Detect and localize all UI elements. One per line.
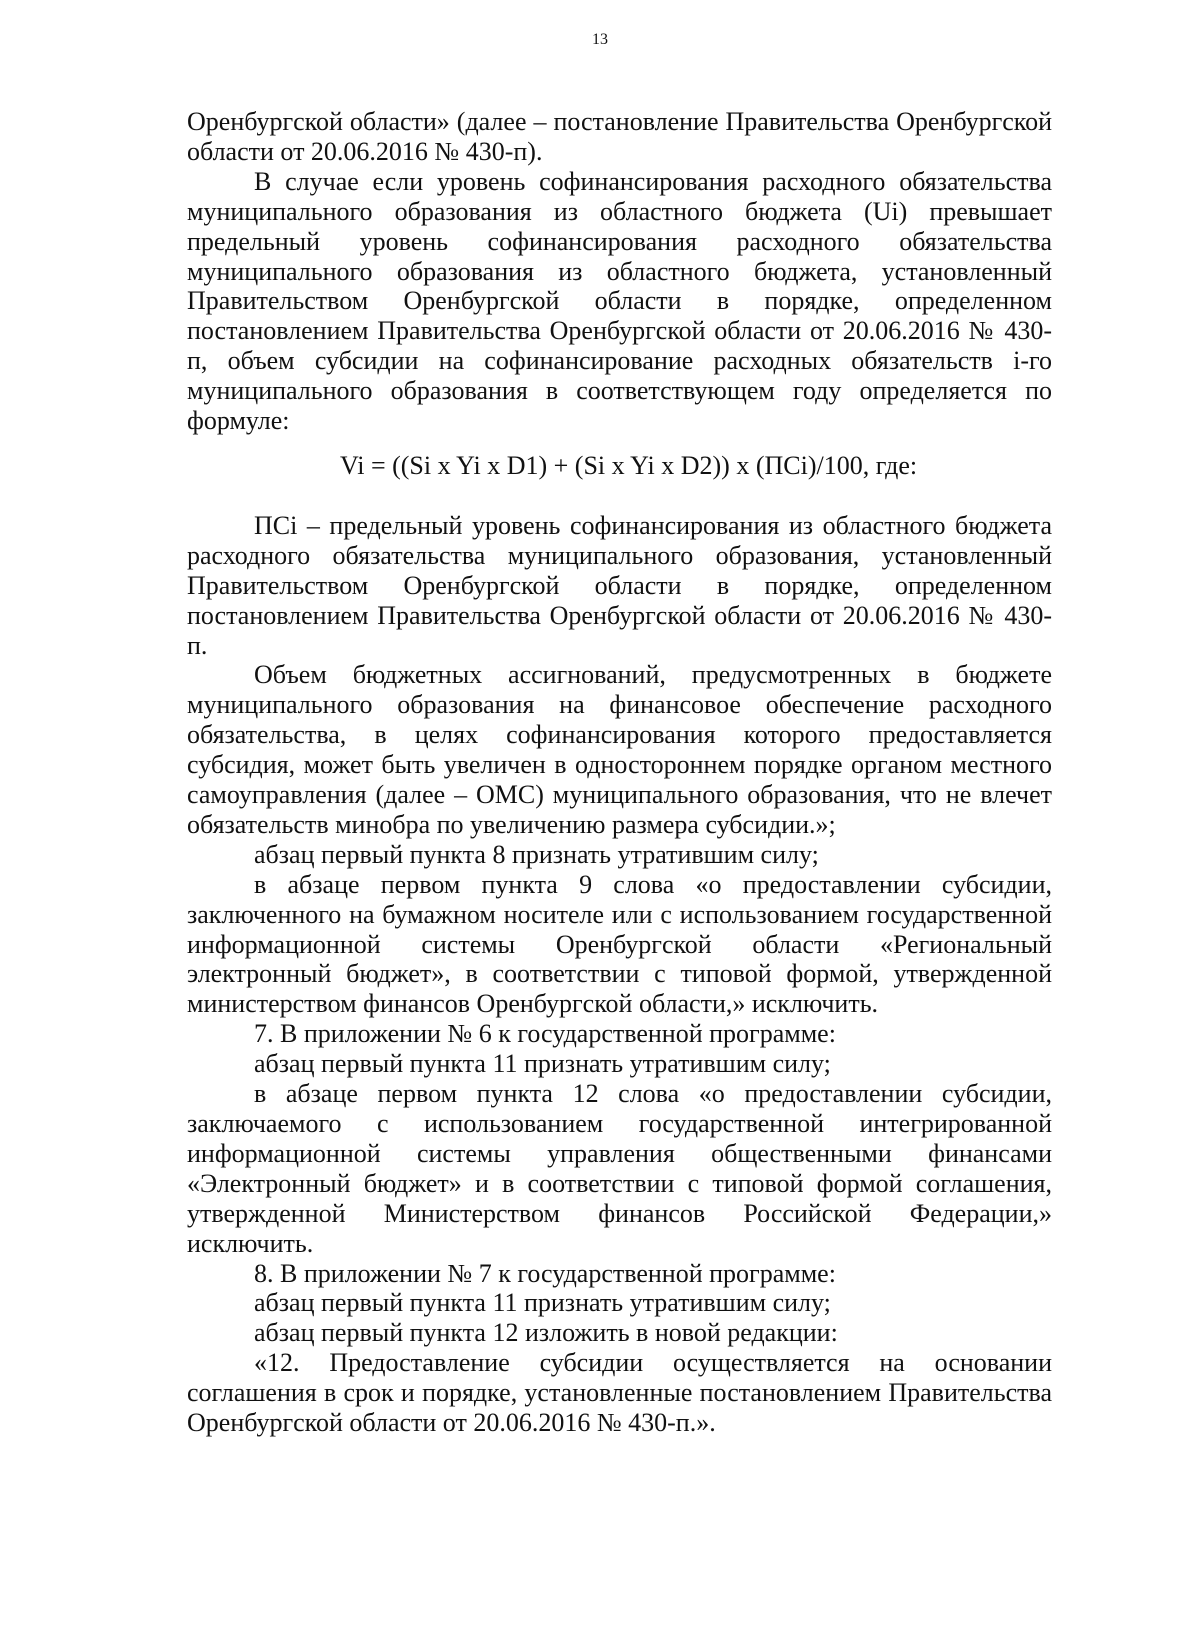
paragraph-psi-definition: ПСi – предельный уровень софинансирования из областного бюджета расходного обязательства муниципального образования, установленный Правительством Оренбургской области в порядке, определенном постановлением Правительства Оренбургской области от 20.06.2016 № 430-п. — [187, 510, 1052, 660]
paragraph-s8-item-11: абзац первый пункта 11 признать утратившим силу; — [254, 1288, 831, 1318]
paragraph-s7-item-12: в абзаце первом пункта 12 слова «о предоставлении субсидии, заключаемого с использованием государственной интегрированной информационной системы управления общественными финансами «Электронный бюджет» и в соответствии с типовой формой соглашения, утвержденной Министерством финансов Российской Федерации,» исключить. — [187, 1079, 1052, 1258]
page-number: 13 — [592, 31, 608, 48]
paragraph-s8-item-12-text: «12. Предоставление субсидии осуществляется на основании соглашения в срок и порядке, установленные постановлением Правительства Оренбургской области от 20.06.2016 № 430-п.». — [187, 1348, 1052, 1438]
paragraph-continuation: Оренбургской области» (далее – постановление Правительства Оренбургской области от 20.06.2016 № 430-п). — [187, 107, 1052, 166]
paragraph-item-9: в абзаце первом пункта 9 слова «о предоставлении субсидии, заключенного на бумажном носителе или с использованием государственной информационной системы Оренбургской области «Региональный электронный бюджет», в соответствии с типовой формой, утвержденной министерством финансов Оренбургской области,» исключить. — [187, 869, 1052, 1019]
paragraph-cofinancing-condition: В случае если уровень софинансирования расходного обязательства муниципального образования из областного бюджета (Ui) превышает предельный уровень софинансирования расходного обязательства муниципального образования из областного бюджета, установленный Правительством Оренбургской области в порядке, определенном постановлением Правительства Оренбургской области от 20.06.2016 № 430-п, объем субсидии на софинансирование расходных обязательств i-го муниципального образования в соответствующем году определяется по формуле: — [187, 166, 1052, 436]
paragraph-s8-item-12-intro: абзац первый пункта 12 изложить в новой редакции: — [254, 1318, 838, 1348]
section-8-heading: 8. В приложении № 7 к государственной программе: — [254, 1258, 836, 1288]
paragraph-s7-item-11: абзац первый пункта 11 признать утратившим силу; — [254, 1049, 831, 1079]
formula: Vi = ((Si x Yi x D1) + (Si x Yi x D2)) x (ПСi)/100, где: — [340, 450, 918, 480]
paragraph-item-8: абзац первый пункта 8 признать утратившим силу; — [254, 839, 819, 869]
document-body — [187, 107, 1052, 1438]
section-7-heading: 7. В приложении № 6 к государственной программе: — [254, 1019, 836, 1049]
paragraph-budget-allocations: Объем бюджетных ассигнований, предусмотренных в бюджете муниципального образования на финансовое обеспечение расходного обязательства, в целях софинансирования которого предоставляется субсидия, может быть увеличен в одностороннем порядке органом местного самоуправления (далее – ОМС) муниципального образования, что не влечет обязательств минобра по увеличению размера субсидии.»; — [187, 660, 1052, 839]
